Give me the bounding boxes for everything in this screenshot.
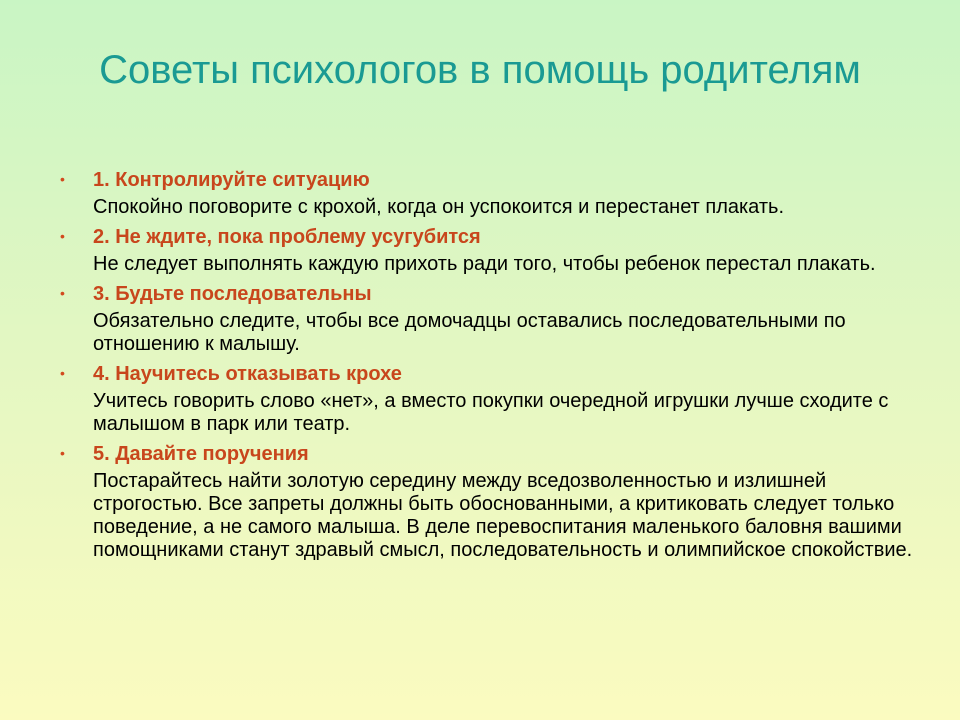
- list-item: [60, 362, 920, 436]
- tip-body: Учитесь говорить слово «нет», а вместо покупки очередной игрушки лучше сходите с малышом в парк или театр.: [93, 390, 889, 435]
- tip-body: Спокойно поговорите с крохой, когда он успокоится и перестанет плакать.: [93, 196, 784, 218]
- tip-heading: 3. Будьте последовательны: [93, 283, 372, 305]
- list-item: [60, 442, 920, 562]
- tip-heading: 2. Не ждите, пока проблему усугубится: [93, 226, 481, 248]
- tips-list: [60, 168, 920, 568]
- tip-heading: 1. Контролируйте ситуацию: [93, 169, 370, 191]
- bullet-icon: •: [60, 228, 65, 244]
- bullet-icon: •: [60, 365, 65, 381]
- tip-body: Обязательно следите, чтобы все домочадцы оставались последовательными по отношению к малышу.: [93, 310, 846, 355]
- bullet-icon: •: [60, 171, 65, 187]
- tip-heading: 5. Давайте поручения: [93, 443, 309, 465]
- tip-heading: 4. Научитесь отказывать крохе: [93, 363, 402, 385]
- list-item: [60, 168, 920, 219]
- bullet-icon: •: [60, 445, 65, 461]
- tip-body: Постарайтесь найти золотую середину между вседозволенностью и излишней строгостью. Все запреты должны быть обоснованными, а критиковать следует только поведение, а не самого малыша. В деле перевоспитания маленького баловня вашими помощниками станут здравый смысл, последовательность и олимпийское спокойствие.: [93, 470, 913, 561]
- bullet-icon: •: [60, 285, 65, 301]
- tip-body: Не следует выполнять каждую прихоть ради того, чтобы ребенок перестал плакать.: [93, 253, 876, 275]
- slide-title: Советы психологов в помощь родителям: [99, 48, 861, 92]
- list-item: [60, 282, 920, 356]
- list-item: [60, 225, 920, 276]
